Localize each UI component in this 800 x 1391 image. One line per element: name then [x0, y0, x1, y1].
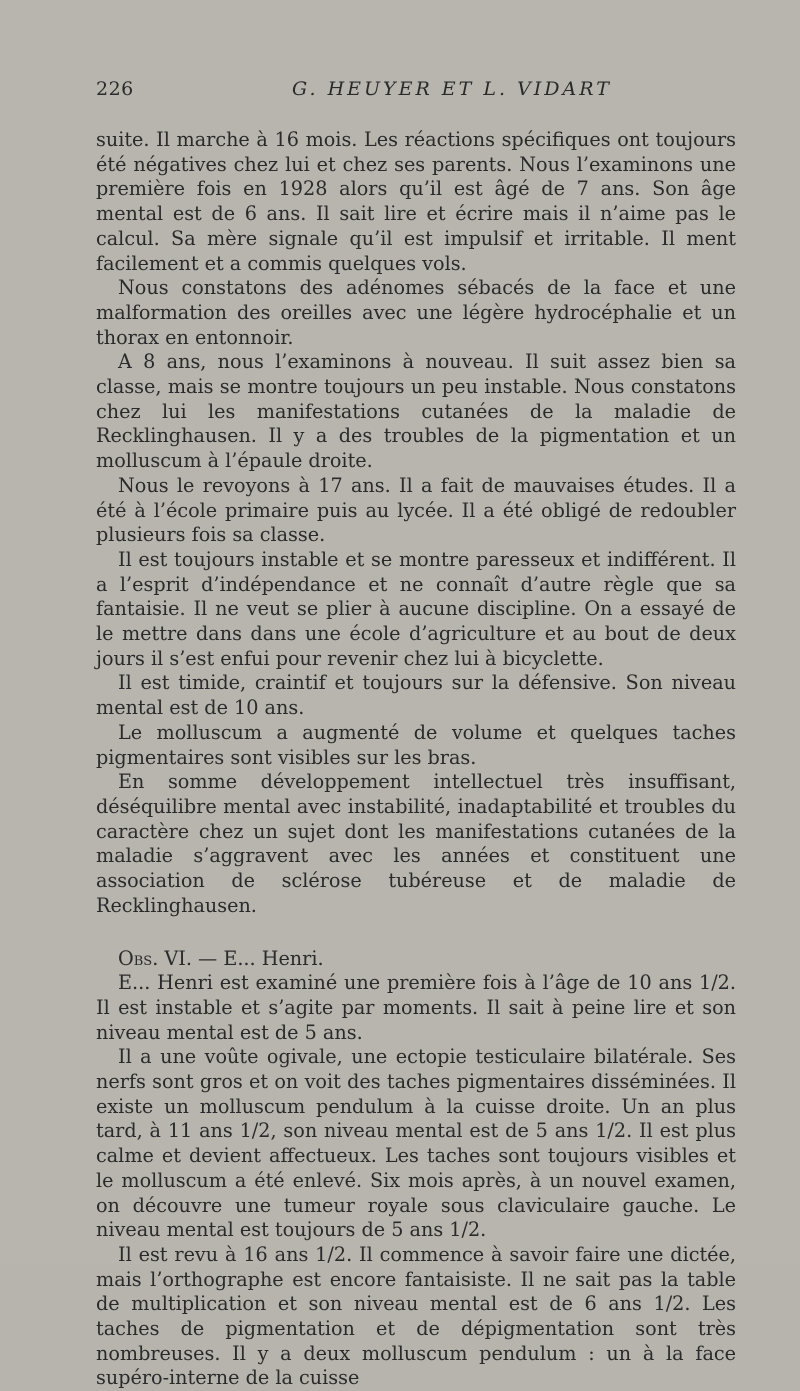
paragraph: En somme développement intellectuel très insuffisant, déséquilibre mental avec instabilité, inadaptabilité et troubles du caractère chez un sujet dont les manifestations cutanées de la maladie s’aggravent avec les années et constituent une association de sclérose tubéreuse et de maladie de Recklinghausen. — [96, 770, 736, 917]
page-body — [96, 128, 736, 1391]
page-number: 226 — [96, 78, 134, 100]
paragraph: Il est timide, craintif et toujours sur la défensive. Son niveau mental est de 10 ans. — [96, 671, 736, 720]
observation-label: Obs. — [118, 946, 159, 970]
paragraph: suite. Il marche à 16 mois. Les réactions spécifiques ont toujours été négatives chez lui et chez ses parents. Nous l’examinons une première fois en 1928 alors qu’il est âgé de 7 ans. Son âge mental est de 6 ans. Il sait lire et écrire mais il n’aime pas le calcul. Sa mère signale qu’il est impulsif et irritable. Il ment facilement et a commis quelques vols. — [96, 128, 736, 275]
observation-heading — [96, 947, 736, 972]
page-header — [96, 78, 736, 108]
paragraph: A 8 ans, nous l’examinons à nouveau. Il suit assez bien sa classe, mais se montre toujours un peu instable. Nous constatons chez lui les manifestations cutanées de la maladie de Recklinghausen. Il y a des troubles de la pigmentation et un molluscum à l’épaule droite. — [96, 350, 736, 473]
paragraph: Il a une voûte ogivale, une ectopie testiculaire bilatérale. Ses nerfs sont gros et on voit des taches pigmentaires disséminées. Il existe un molluscum pendulum à la cuisse droite. Un an plus tard, à 11 ans 1/2, son niveau mental est de 5 ans 1/2. Il est plus calme et devient affectueux. Les taches sont toujours visibles et le molluscum a été enlevé. Six mois après, à un nouvel examen, on découvre une tumeur royale sous claviculaire gauche. Le niveau mental est toujours de 5 ans 1/2. — [96, 1045, 736, 1242]
paragraph: Le molluscum a augmenté de volume et quelques taches pigmentaires sont visibles sur les bras. — [96, 720, 736, 769]
paragraph: Il est toujours instable et se montre paresseux et indifférent. Il a l’esprit d’indépendance et ne connaît d’autre règle que sa fantaisie. Il ne veut se plier à aucune discipline. On a essayé de le mettre dans dans une école d’agriculture et au bout de deux jours il s’est enfui pour revenir chez lui à bicyclette. — [96, 547, 736, 670]
paragraph: Nous le revoyons à 17 ans. Il a fait de mauvaises études. Il a été à l’école primaire puis au lycée. Il a été obligé de redoubler plusieurs fois sa classe. — [96, 473, 736, 547]
paragraph: Nous constatons des adénomes sébacés de la face et une malformation des oreilles avec une légère hydrocéphalie et un thorax en entonnoir. — [96, 276, 736, 349]
running-title: G. HEUYER ET L. VIDART — [292, 78, 612, 100]
paragraph: E... Henri est examiné une première fois à l’âge de 10 ans 1/2. Il est instable et s’agite par moments. Il sait à peine lire et son niveau mental est de 5 ans. — [96, 971, 736, 1044]
observation-title: VI. — E... Henri. — [158, 946, 324, 970]
paragraph: Il est revu à 16 ans 1/2. Il commence à savoir faire une dictée, mais l’orthographe est encore fantaisiste. Il ne sait pas la table de multiplication et son niveau mental est de 6 ans 1/2. Les taches de pigmentation et de dépigmentation sont très nombreuses. Il y a deux molluscum pendulum : un à la face supéro-interne de la cuisse — [96, 1242, 736, 1390]
